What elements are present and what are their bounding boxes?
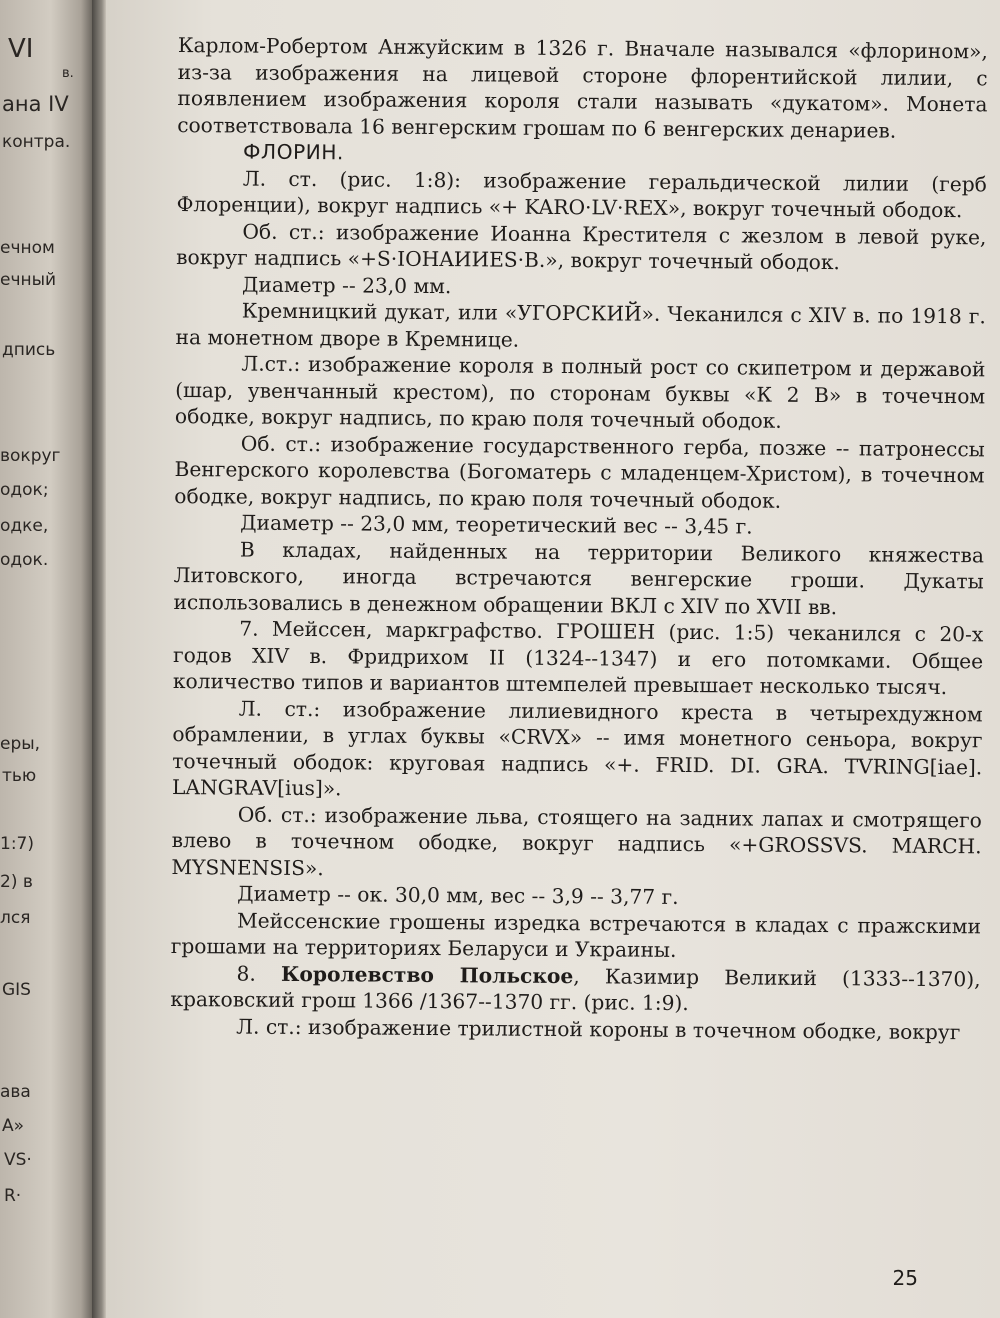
paragraph: Л. ст.: изображение лилиевидного креста в четырехдужном обрамлении, в углах буквы «CRVX» -- имя монетного сеньора, вокруг точечный ободок: круговая надпись «+. FRID. DI. GRA. TVRING[iae]. LANGRAV[ius]». xyxy=(171,695,983,801)
page-text xyxy=(170,32,988,1045)
paragraph: Кремницкий дукат, или «УГОРСКИЙ». Чеканился с XIV в. по 1918 г. на монетном дворе в Кремнице. xyxy=(175,298,986,352)
margin-fragment: GIS xyxy=(2,980,31,1000)
margin-fragment: 1:7) xyxy=(0,834,34,854)
paragraph: Об. ст.: изображение льва, стоящего на задних лапах и смотрящего влево в точечном ободке, вокруг надпись «+GROSSVS. MARCH. MYSNENSIS». xyxy=(171,801,982,880)
margin-fragment: ана IV xyxy=(2,92,69,116)
margin-fragment: ечный xyxy=(0,270,57,290)
paragraph: Мейссенские грошены изредка встречаются в кладах с пражскими грошами на территориях Беларуси и Украины. xyxy=(170,907,982,962)
margin-fragment: одок; xyxy=(0,480,49,500)
margin-fragment: VS· xyxy=(4,1150,32,1170)
paragraph: Об. ст.: изображение государственного герба, позже -- патронессы Венгерского королевства (Богоматерь с младенцем-Христом), в точечном ободке, вокруг надпись, по краю поля точечный ободок. xyxy=(174,431,985,513)
margin-fragment: контра. xyxy=(2,132,71,152)
margin-fragment: ечном xyxy=(0,238,55,258)
margin-fragment: А» xyxy=(2,1116,25,1136)
margin-fragment: одке, xyxy=(0,516,49,536)
coin-heading-florin: ФЛОРИН. xyxy=(242,139,344,165)
margin-fragment: лся xyxy=(0,908,31,928)
margin-fragment: в. xyxy=(62,66,74,81)
page-number: 25 xyxy=(892,1266,918,1290)
paragraph: Л.ст.: изображение короля в полный рост со скипетром и державой (шар, увенчанный крестом), по сторонам буквы «К 2 В» в точечном ободке, вокруг надпись, по краю поля точечный ободок. xyxy=(174,351,986,433)
section-text: , Казимир Великий (1333--1370), краковский грош 1366 /1367--1370 гг. (рис. 1:9). xyxy=(170,963,981,1016)
section-number: 8. xyxy=(236,960,256,986)
margin-fragment: тью xyxy=(2,766,37,786)
book-gutter xyxy=(92,0,106,1318)
margin-fragment: ава xyxy=(0,1082,31,1102)
paragraph: Карлом-Робертом Анжуйским в 1326 г. Вначале назывался «флорином», из-за изображения на лицевой стороне флорентийской лилии, с появлением изображения короля стали называть «дукатом». Монета соответствовала 16 венгерским грошам по 6 венгерских денариев. xyxy=(177,32,988,143)
paragraph: Л. ст. (рис. 1:8): изображение геральдической лилии (герб Флоренции), вокруг надпись «+ KARO·LV·REX», вокруг точечный ободок. xyxy=(176,166,987,223)
margin-fragment: одок. xyxy=(0,550,49,570)
margin-fragment: R· xyxy=(4,1186,22,1206)
margin-fragment: вокруг xyxy=(0,446,61,466)
margin-fragment: дпись xyxy=(2,340,56,360)
facing-page-margin xyxy=(0,0,92,1318)
paragraph: Об. ст.: изображение Иоанна Крестителя с жезлом в левой руке, вокруг надпись «+S·IOHAИИES·B.», вокруг точечный ободок. xyxy=(176,219,987,275)
paragraph: Л. ст.: изображение трилистной короны в точечном ободке, вокруг xyxy=(236,1013,961,1044)
paragraph-section-8 xyxy=(170,959,980,1018)
paragraph: Диаметр -- 23,0 мм, теоретический вес -- 3,45 г. xyxy=(240,510,753,539)
margin-fragment: VI xyxy=(8,34,34,64)
section-heading: Королевство Польское xyxy=(280,961,574,988)
book-page xyxy=(106,0,1000,1318)
paragraph: Диаметр -- ок. 30,0 мм, вес -- 3,9 -- 3,77 г. xyxy=(237,881,679,909)
paragraph: 7. Мейссен, маркграфство. ГРОШЕН (рис. 1:5) чеканился с 20-х годов XIV в. Фридрихом II (1324--1347) и его потомками. Общее количество типов и вариантов штемпелей превышает несколько тысяч. xyxy=(172,616,984,700)
margin-fragment: еры, xyxy=(0,734,41,754)
paragraph: Диаметр -- 23,0 мм. xyxy=(241,272,452,298)
paragraph: В кладах, найденных на территории Великого княжества Литовского, иногда встречаются венгерские гроши. Дукаты использовались в денежном обращении ВКЛ с XIV по XVII вв. xyxy=(173,537,985,619)
margin-fragment: 2) в xyxy=(0,872,33,892)
